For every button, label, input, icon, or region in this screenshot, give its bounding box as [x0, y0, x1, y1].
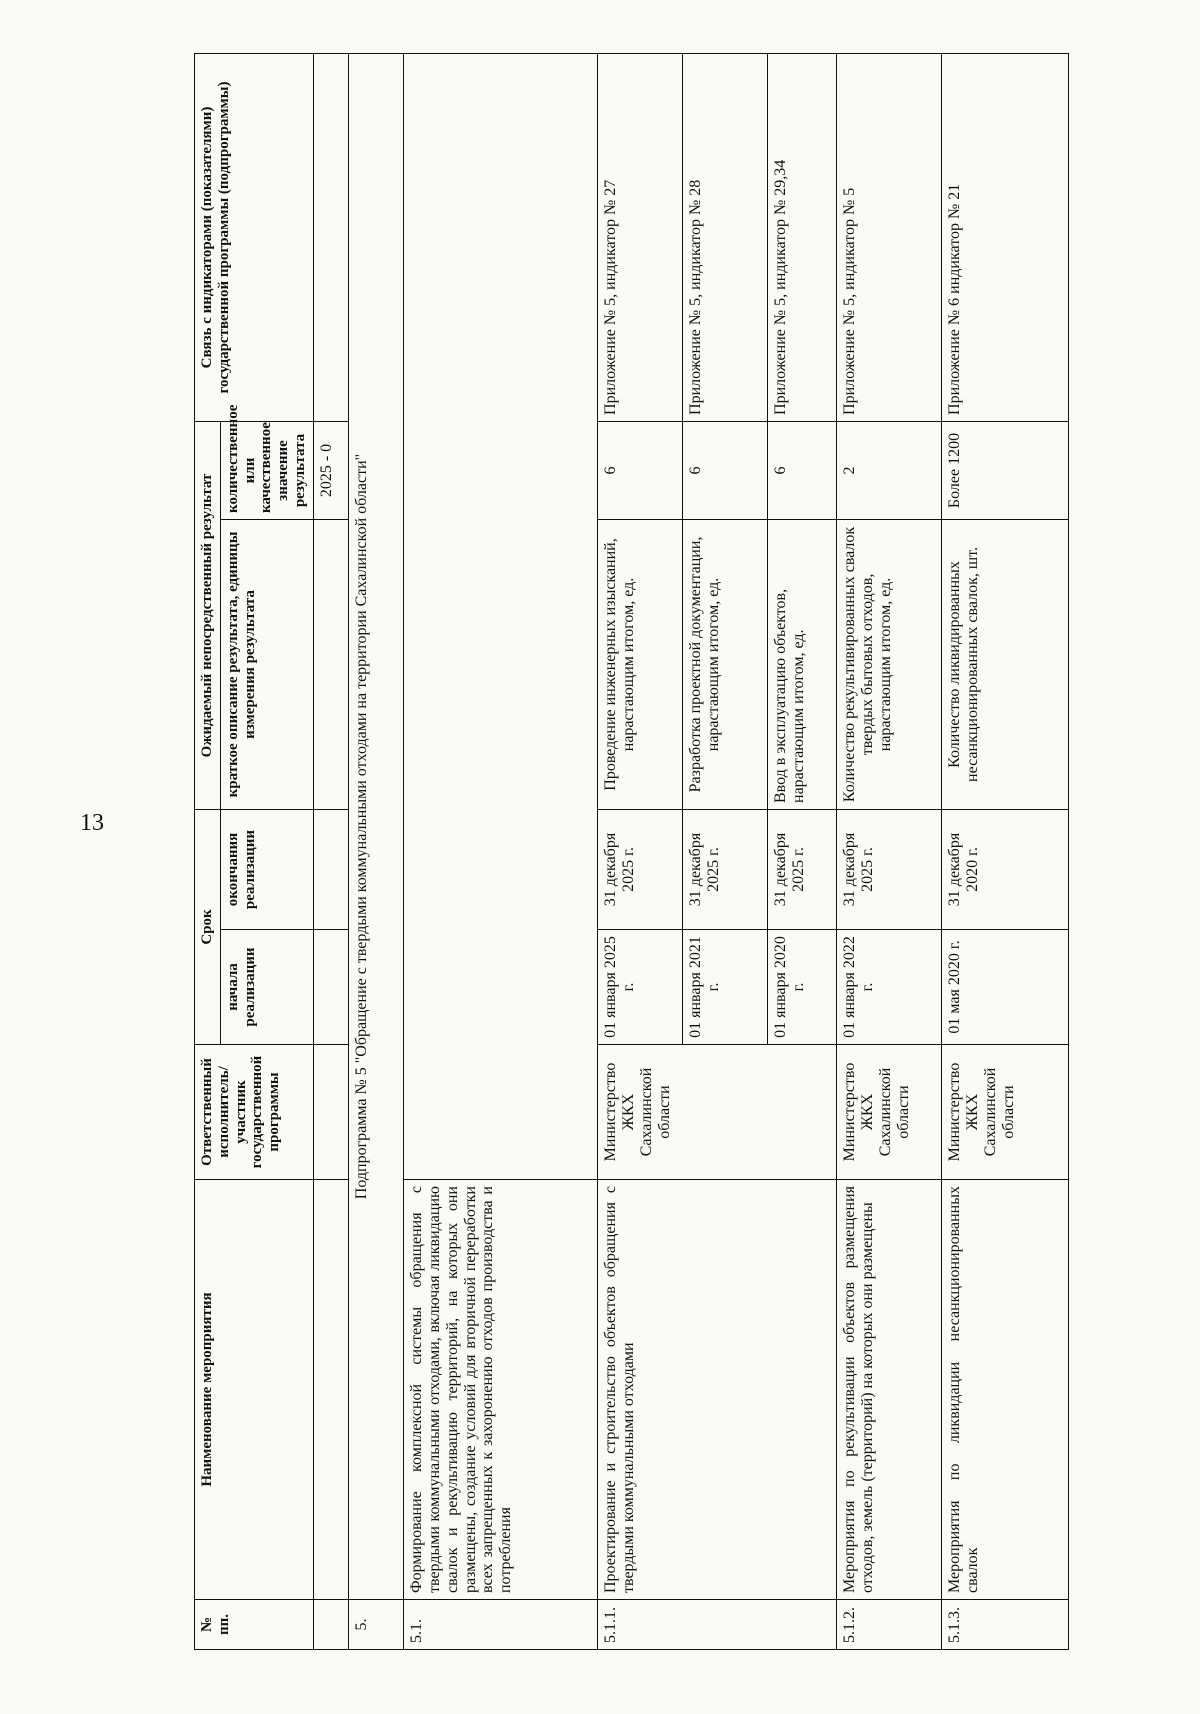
header-result-value: количественное или качественное значение результата	[220, 421, 313, 519]
row-result-desc: Проведение инженерных изысканий, нарастающим итогом, ед.	[597, 519, 682, 809]
row-executor: Министерство ЖКХ Сахалинской области	[836, 1045, 941, 1180]
row-num: 5.1.3.	[941, 1600, 1068, 1650]
row-name: Мероприятия по ликвидации несанкционированных свалок	[941, 1180, 1068, 1600]
rotated-sheet	[130, 0, 1200, 1714]
header-term-end: окончания реализации	[220, 809, 313, 929]
row-result-value: Более 1200	[941, 421, 1068, 519]
table-row	[836, 53, 941, 1649]
header-result-desc: краткое описание результата, единицы измерения результата	[220, 519, 313, 809]
subprogram-title: Подпрограмма № 5 "Обращение с твердыми коммунальными отходами на территории Сахалинской области"	[348, 53, 403, 1599]
row-start: 01 января 2025 г.	[597, 930, 682, 1045]
row-indicator: Приложение № 6 индикатор № 21	[941, 53, 1068, 421]
row-start: 01 января 2020 г.	[767, 930, 836, 1045]
row-end: 31 декабря 2025 г.	[836, 809, 941, 929]
header-term: Срок	[195, 809, 221, 1044]
subprogram-num: 5.	[348, 1600, 403, 1650]
row-num: 5.1.2.	[836, 1600, 941, 1650]
row-indicator: Приложение № 5, индикатор № 28	[682, 53, 767, 421]
activities-table	[194, 53, 1069, 1650]
row-end: 31 декабря 2025 г.	[597, 809, 682, 929]
row-result-desc: Количество рекультивированных свалок твердых бытовых отходов, нарастающим итогом, ед.	[836, 519, 941, 809]
row-indicator: Приложение № 5, индикатор № 5	[836, 53, 941, 421]
row-start: 01 января 2022 г.	[836, 930, 941, 1045]
row-result-value: 2	[836, 421, 941, 519]
row-end: 31 декабря 2025 г.	[682, 809, 767, 929]
page-number: 13	[80, 810, 104, 836]
index-row	[313, 53, 348, 1649]
row-end: 31 декабря 2020 г.	[941, 809, 1068, 929]
row-executor: Министерство ЖКХ Сахалинской области	[941, 1045, 1068, 1180]
row-executor: Министерство ЖКХ Сахалинской области	[597, 1045, 836, 1180]
table-row	[403, 53, 597, 1649]
row-num: 5.1.	[403, 1600, 597, 1650]
header-result: Ожидаемый непосредственный результат	[195, 421, 221, 809]
header-row-1	[195, 53, 221, 1649]
row-result-desc: Ввод в эксплуатацию объектов, нарастающим итогом, ед.	[767, 519, 836, 809]
row-start: 01 января 2021 г.	[682, 930, 767, 1045]
table-row	[597, 53, 682, 1649]
header-indicators: Связь с индикаторами (показателями) государственной программы (подпрограммы)	[195, 53, 314, 421]
row-indicator: Приложение № 5, индикатор № 27	[597, 53, 682, 421]
row-name: Формирование комплексной системы обращения с твердыми коммунальными отходами, включая ликвидацию свалок и рекультивацию территорий, на которых они размещены, создание условий для вторичной переработки всех запрещенных к захоронению отходов производства и потребления	[403, 1180, 597, 1600]
row-name: Мероприятия по рекультивации объектов размещения отходов, земель (территорий) на которых они размещены	[836, 1180, 941, 1600]
row-end: 31 декабря 2025 г.	[767, 809, 836, 929]
subprogram-row	[348, 53, 403, 1649]
row-indicator: Приложение № 5, индикатор № 29,34	[767, 53, 836, 421]
row-result-desc: Разработка проектной документации, нарастающим итогом, ед.	[682, 519, 767, 809]
row-result-desc: Количество ликвидированных несанкционированных свалок, шт.	[941, 519, 1068, 809]
header-name: Наименование мероприятия	[195, 1180, 314, 1600]
header-term-start: начала реализации	[220, 930, 313, 1045]
header-executor: Ответственный исполнитель/ участник государственной программы	[195, 1045, 314, 1180]
header-num: № пп.	[195, 1600, 314, 1650]
index-value: 2025 - 0	[313, 421, 348, 519]
row-result-value: 6	[597, 421, 682, 519]
row-num: 5.1.1.	[597, 1600, 836, 1650]
row-start: 01 мая 2020 г.	[941, 930, 1068, 1045]
table-row	[941, 53, 1068, 1649]
row-result-value: 6	[767, 421, 836, 519]
row-name: Проектирование и строительство объектов обращения с твердыми коммунальными отходами	[597, 1180, 836, 1600]
row-result-value: 6	[682, 421, 767, 519]
